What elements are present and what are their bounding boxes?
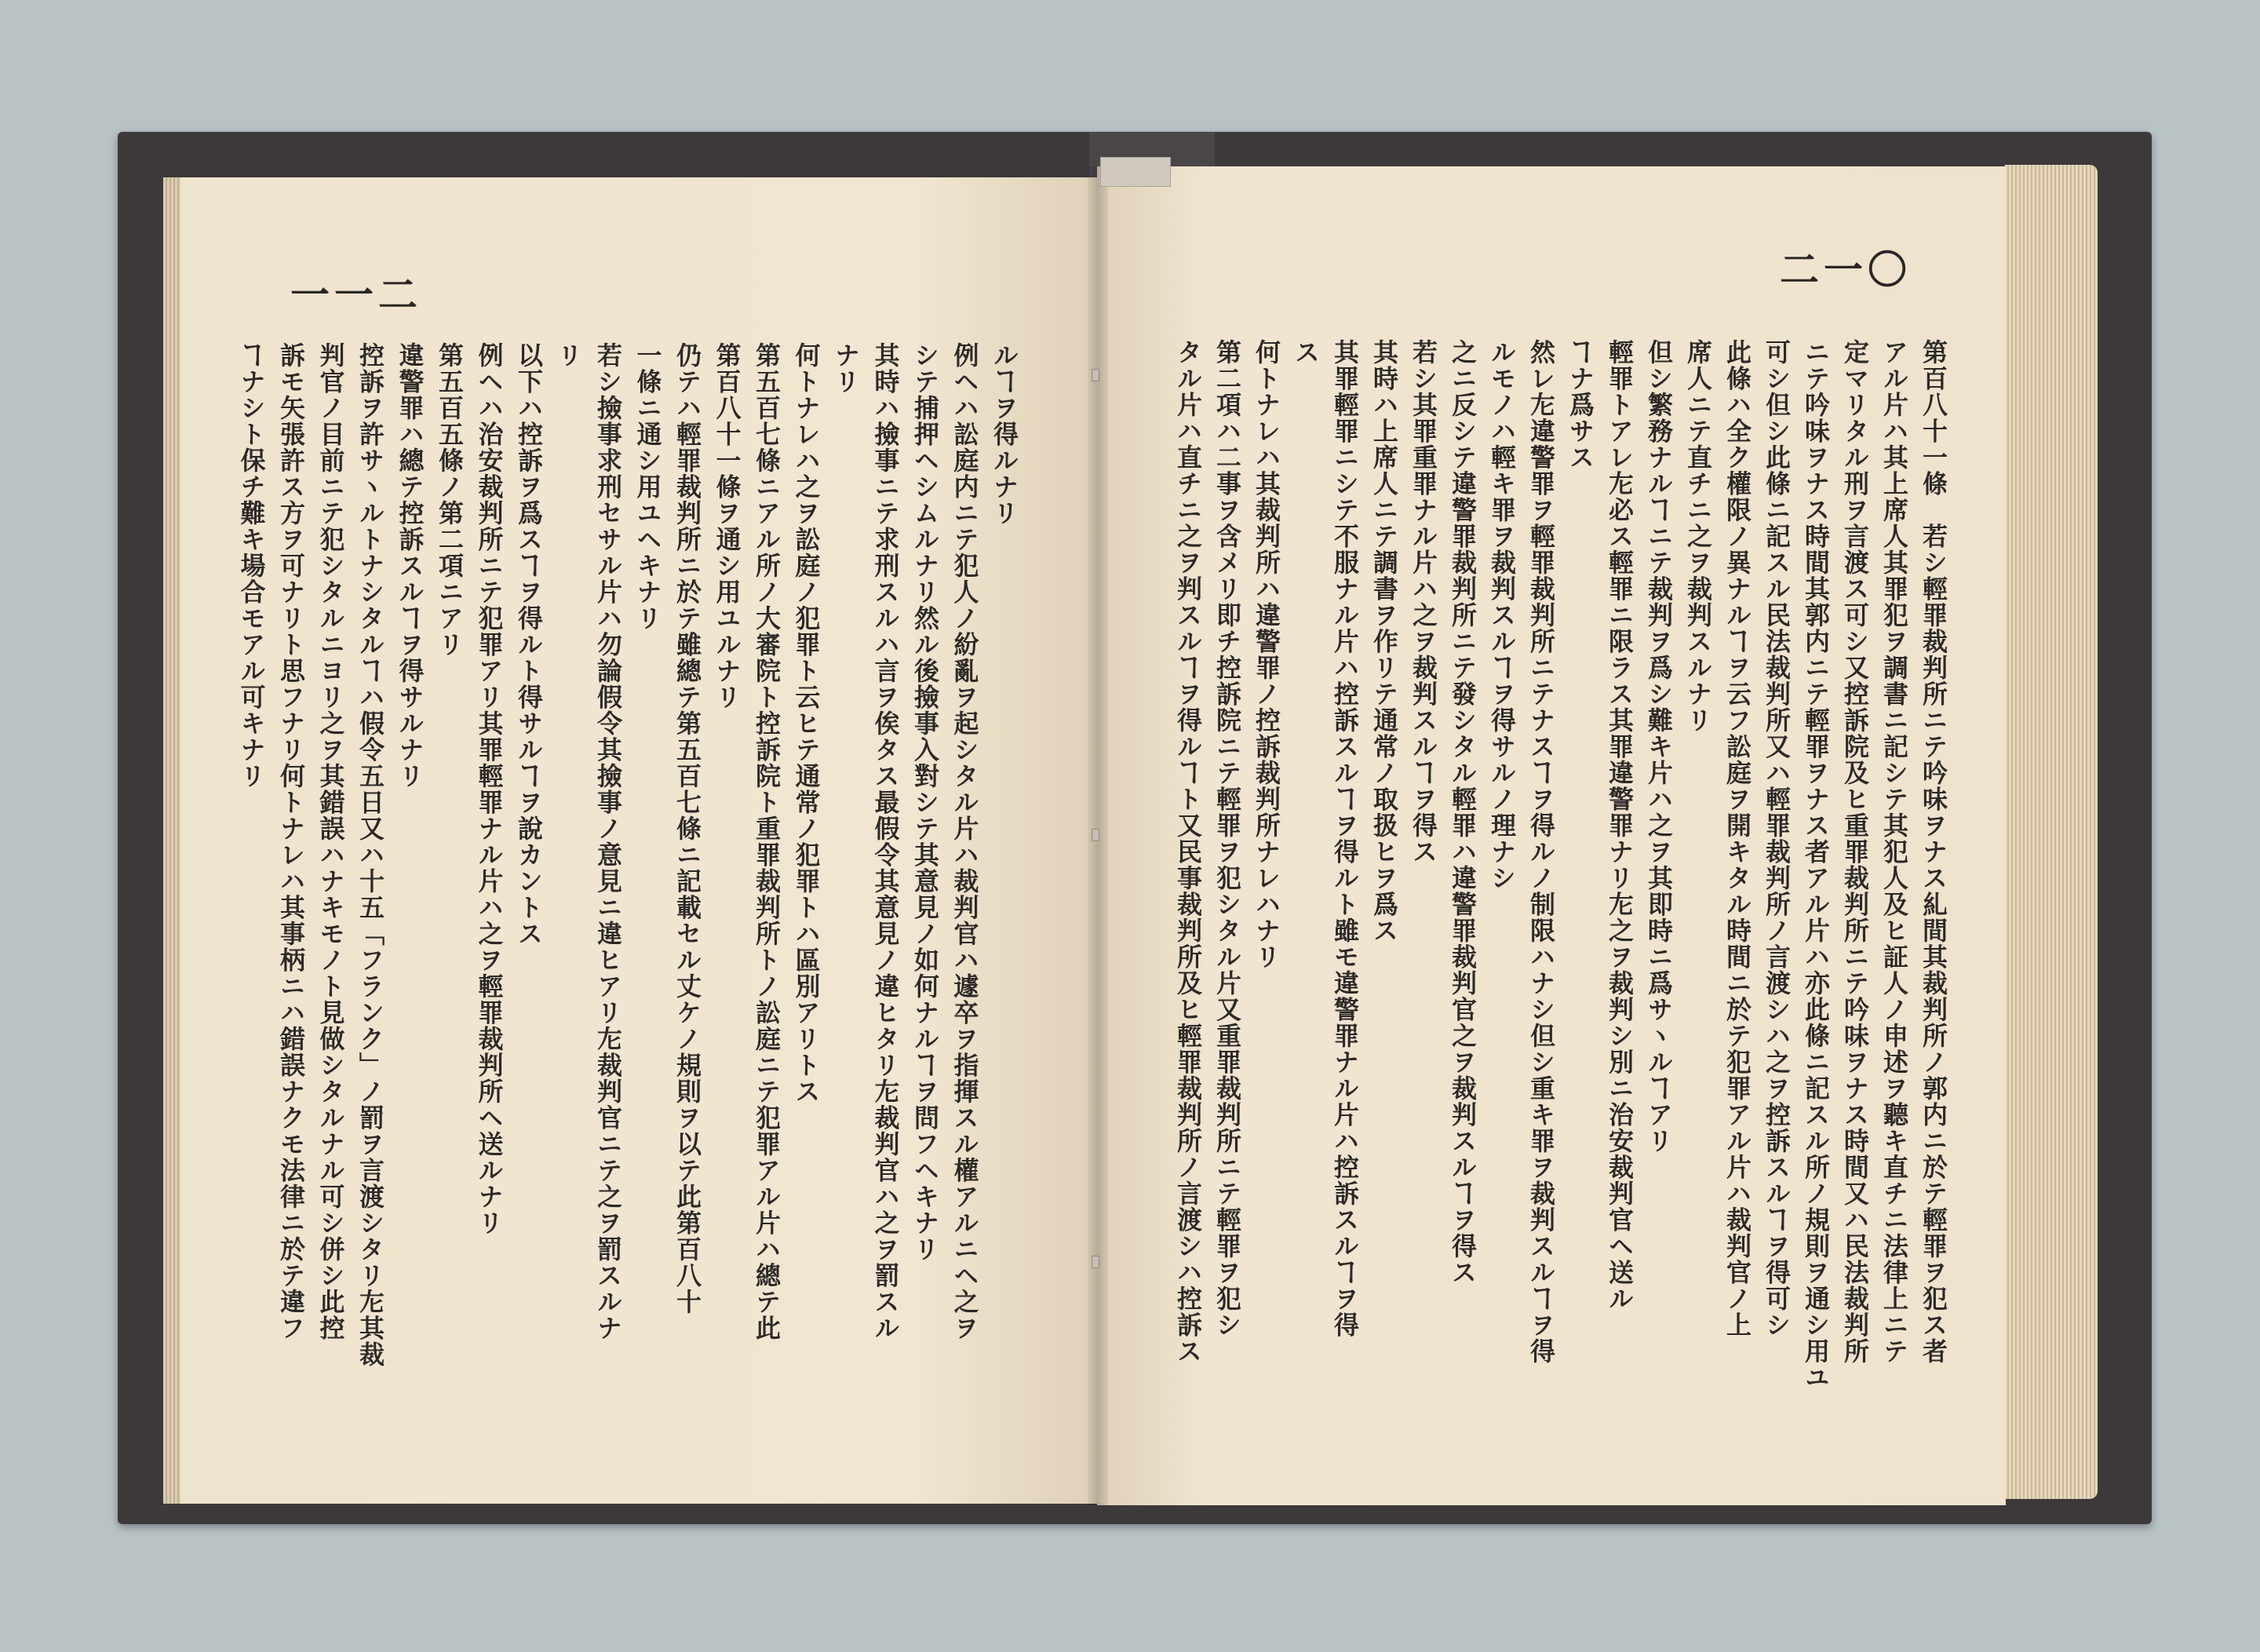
left-page [180,177,1097,1504]
text-column: ヿナ爲サス [1566,339,1595,471]
text-column: 一條ニ通シ用ユヘキナリ [632,342,663,632]
right-page [1097,166,2006,1505]
text-column: 其時ハ上席人ニテ調書ヲ作リテ通常ノ取扱ヒヲ爲ス [1369,339,1399,944]
text-column: 例ヘハ治安裁判所ニテ犯罪アリ其罪輕罪ナル片ハ之ヲ輕罪裁判所ヘ送ルナリ [474,342,505,1236]
text-column: 訴モ矢張許ス方ヲ可ナリト思フナリ何トナレハ其事柄ニハ錯誤ナクモ法律ニ於テ違フ [276,342,306,1341]
text-column: 若シ撿事求刑セサル片ハ勿論假令其撿事ノ意見ニ違ヒアリ㔫裁判官ニテ之ヲ罰スルナ [593,342,623,1341]
text-column: 第五百七條ニアル所ノ大審院ト控訴院ト重罪裁判所トノ訟庭ニテ犯罪アル片ハ總テ此 [752,342,782,1341]
text-column: 輕罪トアレ㔫必ス輕罪ニ限ラス其罪違警罪ナリ㔫之ヲ裁判シ別ニ治安裁判官ヘ送ル [1605,339,1635,1312]
text-column: 若シ其罪重罪ナル片ハ之ヲ裁判スルヿヲ得ス [1409,339,1438,865]
text-column: 席人ニテ直チニ之ヲ裁判スルナリ [1683,339,1713,734]
text-column: 第百八十一條ヲ通シ用ユルナリ [712,342,742,710]
binding-stitch [1092,829,1099,841]
text-column: 違警罪ハ總テ控訴スルヿヲ得サルナリ [395,342,425,790]
text-column: リ [553,342,584,369]
text-column: 定マリタル刑ヲ言渡ス可シ又控訴院及ヒ重罪裁判所ニテ吟味ヲナス時間又ハ民法裁判所 [1840,339,1870,1365]
text-column: 此條ハ全ク權限ノ異ナルヿヲ云フ訟庭ヲ開キタル時間ニ於テ犯罪アル片ハ裁判官ノ上 [1722,339,1752,1338]
text-column: ルヿヲ得ルナリ [990,342,1019,527]
page-edges-right [2005,165,2098,1499]
text-column: 其罪輕罪ニシテ不服ナル片ハ控訴スルヿヲ得ルト雖モ違警罪ナル片ハ控訴スルヿヲ得 [1330,339,1360,1338]
left-page-number: 一一二 [290,272,422,318]
right-page-number: 二一〇 [1780,246,1912,293]
text-column: ニテ吟味ヲナス時間其郭内ニテ輕罪ヲナス者アル片ハ亦此條ニ記スル所ノ規則ヲ通シ用ユ [1801,339,1831,1391]
text-column: 何トナレハ其裁判所ハ違警罪ノ控訴裁判所ナレハナリ [1252,339,1281,970]
left-page-text [235,342,1028,1402]
text-column: ヿナシト保チ難キ場合モアル可キナリ [236,342,267,790]
text-column: タル片ハ直チニ之ヲ判スルヿヲ得ルヿト又民事裁判所及ヒ輕罪裁判所ノ言渡シハ控訴ス [1173,339,1203,1365]
text-column: 何トナレハ之ヲ訟庭ノ犯罪ト云ヒテ通常ノ犯罪トハ區別アリトス [791,342,822,1105]
text-column: 仍テハ輕罪裁判所ニ於テ雖總テ第五百七條ニ記載セル丈ケノ規則ヲ以テ此第百八十 [673,342,702,1315]
text-column: アル片ハ其上席人其罪犯ヲ調書ニ記シテ其犯人及ヒ証人ノ申述ヲ聽キ直チニ法律上ニテ [1879,339,1909,1365]
binding-stitch [1092,369,1099,381]
text-column: 控訴ヲ許サヽルトナシタルヿハ假令五日又ハ十五「フランク」ノ罰ヲ言渡シタリ㔫其裁 [355,342,385,1368]
text-column: 其時ハ撿事ニテ求刑スルハ言ヲ俟タス最假令其意見ノ違ヒタリ㔫裁判官ハ之ヲ罰スル [870,342,901,1341]
text-column: 但シ繁務ナルヿニテ裁判ヲ爲シ難キ片ハ之ヲ其即時ニ爲サヽルヿアリ [1644,339,1674,1154]
binding-stitch [1092,1256,1099,1268]
text-column: 可シ但シ此條ニ記スル民法裁判所又ハ輕罪裁判所ノ言渡シハ之ヲ控訴スルヿヲ得可シ [1762,339,1792,1338]
text-column: 第五百五條ノ第二項ニアリ [435,342,465,658]
text-column: 第百八十一條 若シ輕罪裁判所ニテ吟味ヲナス糺間其裁判所ノ郭内ニ於テ輕罪ヲ犯ス者 [1919,339,1948,1365]
text-column: 以下ハ控訴ヲ爲スヿヲ得ルト得サルヿヲ說カントス [514,342,544,947]
right-page-text [1172,339,1957,1399]
text-column: 例ヘハ訟庭内ニテ犯人ノ紛亂ヲ起シタル片ハ裁判官ハ遽卒ヲ指揮スル權アルニヘ之ヲ [950,342,980,1341]
text-column: 第二項ハ二事ヲ含メリ即チ控訴院ニテ輕罪ヲ犯シタル片又重罪裁判所ニテ輕罪ヲ犯シ [1212,339,1242,1338]
text-column: ナリ [831,342,861,395]
text-column: 判官ノ目前ニテ犯シタルニヨリ之ヲ其錯誤ハナキモノト見做シタルナル可シ併シ此控 [315,342,346,1341]
text-column: 之ニ反シテ違警罪裁判所ニテ發シタル輕罪ハ違警罪裁判官之ヲ裁判スルヿヲ得ス [1448,339,1478,1285]
text-column: 然レ㔫違警罪ヲ輕罪裁判所ニテナスヿヲ得ルノ制限ハナシ但シ重キ罪ヲ裁判スルヿヲ得 [1526,339,1556,1365]
text-column: ス [1291,339,1321,366]
text-column: シテ捕押ヘシムルナリ然ル後撿事入對シテ其意見ノ如何ナルヿヲ問フヘキナリ [910,342,940,1263]
spine-tape [1100,157,1171,187]
text-column: ルモノハ輕キ罪ヲ裁判スルヿヲ得サルノ理ナシ [1487,339,1517,892]
